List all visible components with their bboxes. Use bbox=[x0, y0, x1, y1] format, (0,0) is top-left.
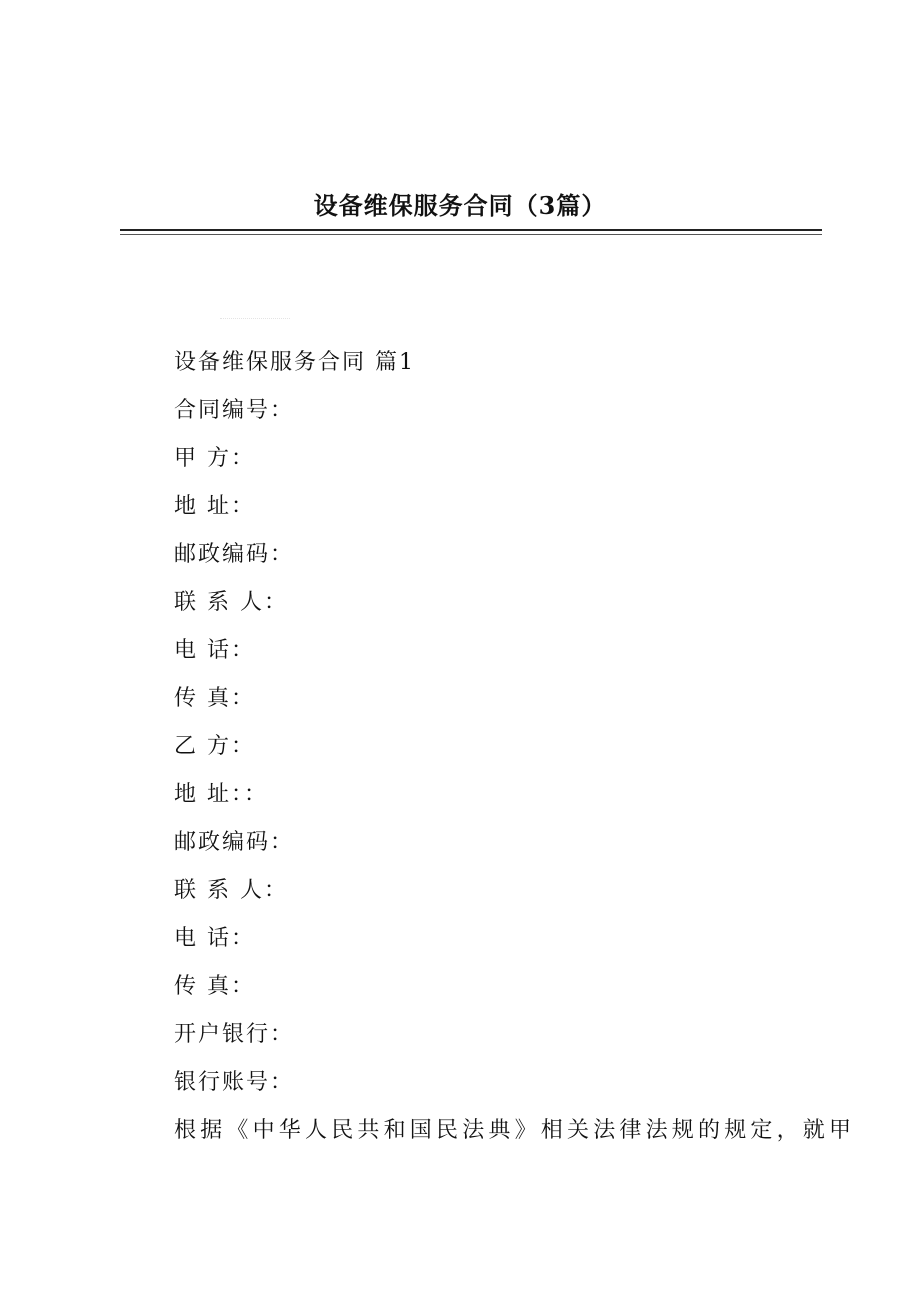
section-heading: 设备维保服务合同 篇1 bbox=[174, 350, 415, 375]
body-paragraph-start: 根据《中华人民共和国民法典》相关法律法规的规定，就甲 bbox=[174, 1118, 856, 1143]
party-b-label: 乙 方： bbox=[174, 734, 255, 759]
party-a-label: 甲 方： bbox=[174, 446, 255, 471]
party-a-fax: 传 真： bbox=[174, 686, 255, 711]
contract-number-field: 合同编号： bbox=[174, 398, 295, 423]
party-a-phone: 电 话： bbox=[174, 638, 255, 663]
party-b-postcode: 邮政编码： bbox=[174, 830, 295, 855]
faint-scan-mark bbox=[220, 318, 290, 319]
document-body bbox=[174, 339, 856, 1155]
party-b-phone: 电 话： bbox=[174, 926, 255, 951]
party-b-fax: 传 真： bbox=[174, 974, 255, 999]
title-underline-thin bbox=[120, 234, 822, 235]
party-b-address: 地 址：： bbox=[174, 782, 268, 807]
party-a-contact: 联 系 人： bbox=[174, 590, 288, 615]
bank-name-field: 开户银行： bbox=[174, 1022, 295, 1047]
title-underline bbox=[120, 229, 822, 231]
party-b-contact: 联 系 人： bbox=[174, 878, 288, 903]
party-a-address: 地 址： bbox=[174, 494, 255, 519]
document-title: 设备维保服务合同（3篇） bbox=[313, 191, 607, 220]
bank-account-field: 银行账号： bbox=[174, 1070, 295, 1095]
party-a-postcode: 邮政编码： bbox=[174, 542, 295, 567]
